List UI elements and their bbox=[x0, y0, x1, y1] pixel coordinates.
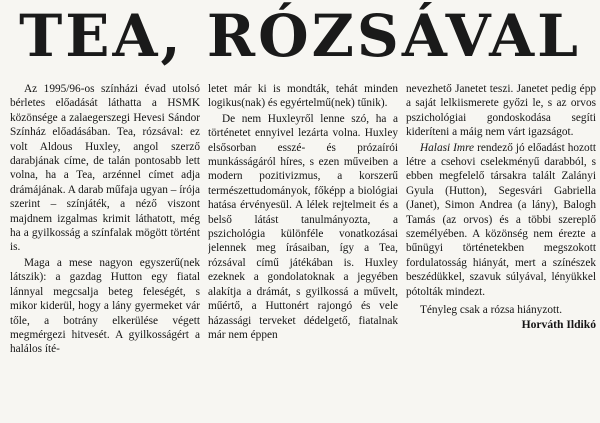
paragraph: Az 1995/96-os színházi évad utolsó bérletes előadását láthatta a HSMK közönsége a zalaegerszegi Hevesi Sándor Színház előadásában. Tea, rózsával: ez volt Aldous Huxley, angol szerző darabjának címe, de talán pontosabb lett volna, ha a Tea, arzénnel címet adja drámájának. A darab műfaja ugyan – írója szerint – színjáték, a néző viszont majdnem izgalmas krimit láthatott, még ha a gyilkosság a színfalak mögött történt is. bbox=[10, 83, 200, 254]
headline: TEA, RÓZSÁVAL bbox=[19, 2, 581, 70]
paragraph: Maga a mese nagyon egyszerű(nek látszik): a gazdag Hutton egy fiatal lánnyal megcsalja beteg feleségét, s mikor kiderül, hogy a lány gyermeket vár tőle, a botrány elkerülése végett megmérgezi hitvesét. A gyilkosságért a halálos íté- bbox=[10, 256, 200, 356]
paragraph-continued: letet már ki is mondták, tehát minden logikus(nak) és egyértelmű(nek) tűnik). bbox=[208, 83, 398, 110]
director-name: Halasi Imre bbox=[420, 141, 475, 154]
column-2 bbox=[208, 82, 398, 421]
paragraph-body: rendező jó előadást hozott létre a csehovi cselekményű darabból, s ebben megfelelő társakra talált Zalányi Gyula (Hutton), Segesvári Gabriella (Janet), Simon Andrea (a lány), Balogh Tamás (az orvos) és a többi szereplő személyében. A közönség nem érezte a bűnügyi történetekben megszokott fordulatosság hiányát, mert a színészek beszédükkel, szavuk súlyával, lényükkel pótolták mindezt. bbox=[406, 141, 596, 298]
closing-sentence: Tényleg csak a rózsa hiányzott. bbox=[420, 304, 563, 317]
paragraph: De nem Huxleyről lenne szó, ha a történetet ennyivel lezárta volna. Huxley elsősorban esszé- és prózaírói munkásságáról híres, s ezen műveiben a modern pozitivizmus, a korszerű természettudományok, főképp a biológiai hatása érvényesül. A lélek rejtelmeit és a belső látást tanulmányozta, a pszichológia különféle vonatkozásai jelennek meg írásaiban, így a Tea, rózsával című játékában is. Huxley ezeknek a gondolatoknak a jegyében alakítja a drámát, s gyilkossá a művelt, műértő, a Huttonért rajongó és vele házassági terveket dédelgető, fiatalnak már nem éppen bbox=[208, 112, 398, 341]
paragraph-continued: nevezhető Janetet teszi. Janetet pedig épp a saját lelkiismerete győzi le, s az orvos pszichológiai gondoskodása segíti kideríteni a máig nem várt igazságot. bbox=[406, 83, 596, 139]
column-1 bbox=[10, 82, 200, 421]
author-byline: Horváth Ildikó bbox=[521, 317, 596, 331]
paragraph bbox=[406, 141, 596, 299]
article-columns bbox=[10, 82, 596, 421]
column-3 bbox=[406, 82, 596, 421]
